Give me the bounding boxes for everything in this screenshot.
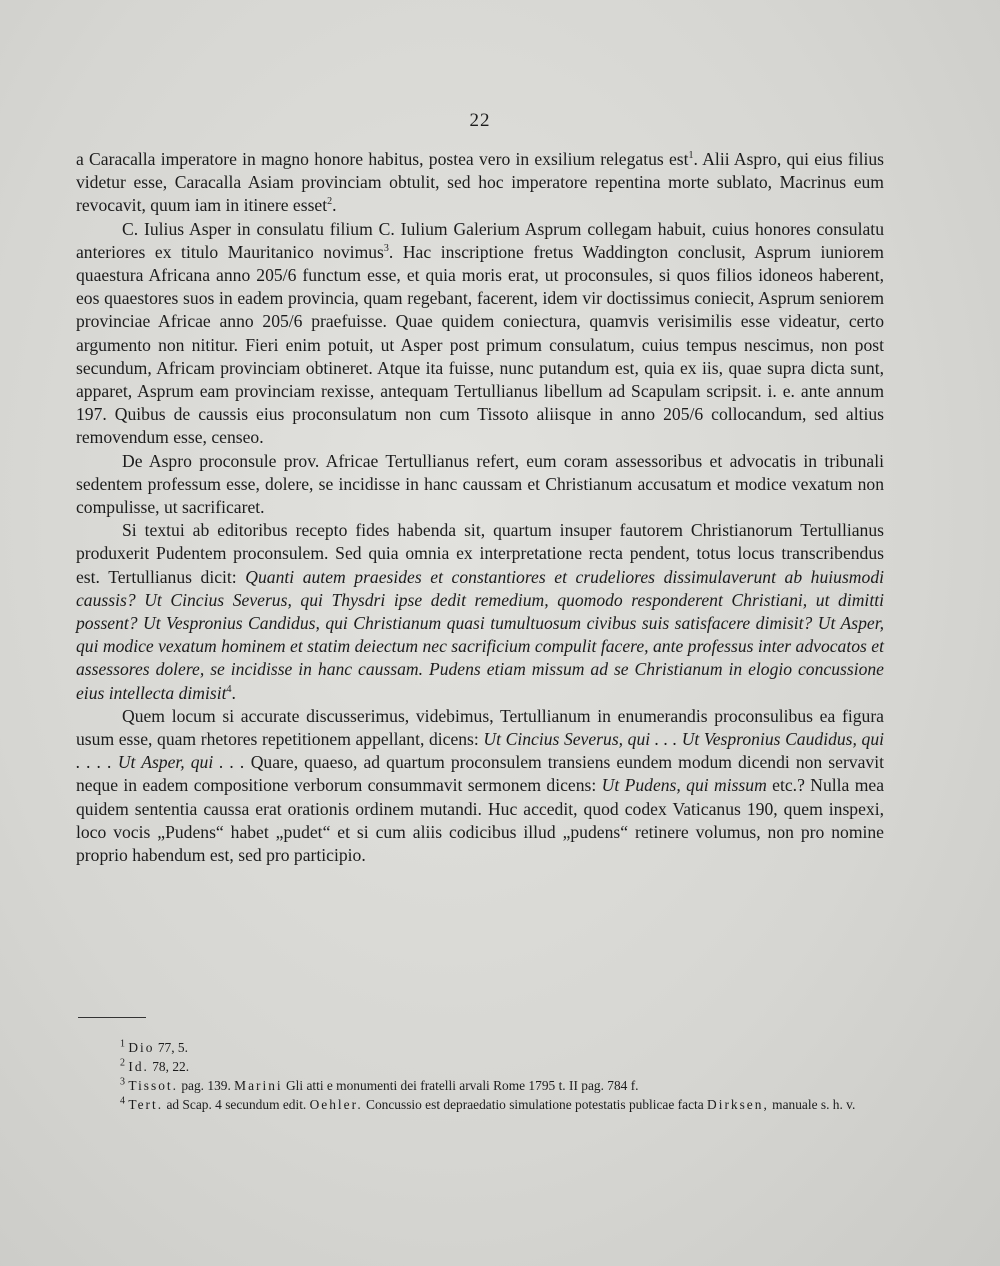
- footnote-mark: 3: [120, 1076, 125, 1088]
- footnote-author: Dirksen,: [707, 1097, 769, 1112]
- footnote-3: [76, 1076, 886, 1095]
- text-run: . Hac inscriptione fretus Waddington conclusit, Asprum iuniorem quaestura Africana anno 205/6 functum esse, et quia moris erat, ut proconsules, si quos filios idoneos haberent, eos quaestores suos in eadem provincia, quam regebant, facerent, idem vir doctissimus coniecit, Asprum seniorem provinciae Africae anno 205/6 praefuisse. Quae quidem coniectura, quamvis verisimilis esse videatur, certo argumento non nititur. Fieri enim potuit, ut Asper post primum consulatum, cuius tempus nescimus, non post secundum, Africam provinciam obtineret. Atque ita fuisse, nunc putandum est, quia ex iis, quae supra dicta sunt, apparet, Asprum eam provinciam rexisse, antequam Tertullianus libellum ad Scapulam scripsit. i. e. ante annum 197. Quibus de caussis eius proconsulatum non cum Tissoto aliisque in anno 205/6 collocandum, sed altius removendum esse, censeo.: [76, 241, 884, 448]
- footnote-text: ad Scap. 4 secundum edit.: [166, 1097, 307, 1112]
- page-number: 22: [469, 110, 491, 131]
- text-run: Quem locum si accurate discusserimus, videbimus, Tertullianum in enumerandis proconsulibus ea figura usum esse, quam rhetores repetitionem appellant, dicens:: [76, 705, 884, 750]
- text-run: a Caracalla imperatore in magno honore habitus, postea vero in exsilium relegatus est: [76, 149, 689, 169]
- footnote-text: 77, 5.: [157, 1040, 188, 1055]
- footnote-text: Gli atti e monumenti dei fratelli arvali Rome 1795 t. II pag. 784 f.: [285, 1078, 639, 1093]
- footnote-author: Dio: [128, 1040, 155, 1055]
- text-run: De Aspro proconsule prov. Africae Tertullianus refert, eum coram assessoribus et advocatis in tribunali sedentem professum esse, dolere, se incidisse in hanc caussam et Christianum accusatum et modice vexatum non compulisse, ut sacrificaret.: [76, 450, 884, 518]
- footnote-1: [76, 1038, 886, 1057]
- footnote-4: [76, 1095, 886, 1114]
- footnote-author: Tert.: [128, 1097, 164, 1112]
- footnote-text: 78, 22.: [152, 1059, 190, 1074]
- paragraph-4: Si textui ab editoribus recepto fides habenda sit, quartum insuper fautorem Christianorum Tertullianus produxerit Pudentem proconsulem. Sed quia omnia ex interpretatione recta pendent, totus locus transcribendus est. Tertullianus dicit: Quanti autem praesides et constantiores et crudeliores dissimulaverunt ab huiusmodi caussis? Ut Cincius Severus, qui Thysdri ipse dedit remedium, quomodo responderent Christiani, ut dimitti possent? Ut Vespronius Candidus, qui Christianum quasi tumultuosum civibus suis satisfacere dimisit? Ut Asper, qui modice vexatum hominem et statim deiectum nec sacrificium compulit facere, ante professus inter advocatos et assessores dolere, se incidisse in hanc caussam. Pudens etiam missum ad se Christianum in elogio concussione eius intellecta dimisit$^4$.: [76, 520, 884, 703]
- footnote-mark: 4: [120, 1095, 125, 1107]
- text-run: Si textui ab editoribus recepto fides habenda sit, quartum insuper fautorem Christianorum Tertullianus produxerit Pudentem proconsulem. Sed quia omnia ex interpretatione recta pendent, totus locus transcribendus est. Tertullianus dicit:: [76, 520, 884, 587]
- footnote-mark: 2: [120, 1057, 125, 1069]
- footnote-ref: 3: [383, 242, 389, 254]
- footnote-mark: 1: [120, 1038, 125, 1050]
- footnote-author: Tissot.: [128, 1078, 178, 1093]
- quotation: Ut Cincius Severus, qui . . . Ut Vespronius Caudidus, qui . . . . Ut Asper, qui . . .: [76, 729, 885, 773]
- footnote-author: Id.: [128, 1059, 149, 1074]
- footnote-ref: 4: [226, 683, 232, 695]
- footnotes: [76, 1038, 886, 1114]
- paragraph-5: [76, 705, 884, 867]
- text-run: Quare, quaeso, ad quartum proconsulem transiens eundem modum dicendi non servavit neque in eadem compositione verborum consummavit sermonem dicens:: [76, 752, 884, 796]
- text-run: .: [332, 195, 337, 216]
- footnote-ref: 2: [327, 196, 333, 208]
- paragraph-1: [76, 148, 884, 218]
- text-run: . Alii Aspro, qui eius filius videtur esse, Caracalla Asiam provinciam obtulit, sed hoc imperatore repentina morte sublato, Macrinus eum revocavit, quum iam in itinere esset: [76, 149, 884, 216]
- footnote-author: Marini: [234, 1078, 283, 1093]
- footnote-divider: [78, 1017, 146, 1018]
- text-run: etc.? Nulla mea quidem sententia caussa erat orationis ordinem mutandi. Huc accedit, quod codex Vaticanus 190, quem inspexi, loco vocis „Pudens“ habet „pudet“ et si cum aliis codicibus illud „pudens“ retinere volumus, non pro nomine proprio habendum est, sed pro participio.: [76, 775, 885, 866]
- paragraph-2: [76, 218, 884, 450]
- quotation: Quanti autem praesides et constantiores et crudeliores dissimulaverunt ab huiusmodi caussis? Ut Cincius Severus, qui Thysdri ipse dedit remedium, quomodo responderent Christiani, ut dimitti possent? Ut Vespronius Candidus, qui Christianum quasi tumultuosum civibus suis satisfacere dimisit? Ut Asper, qui modice vexatum hominem et statim deiectum nec sacrificium compulit facere, ante professus inter advocatos et assessores dolere, se incidisse in hanc caussam. Pudens etiam missum ad se Christianum in elogio concussione eius intellecta dimisit: [76, 566, 884, 703]
- text-run: C. Iulius Asper in consulatu filium C. Iulium Galerium Asprum collegam habuit, cuius honores consulatu anteriores ex titulo Mauritanico novimus: [76, 218, 884, 262]
- footnote-2: [76, 1057, 886, 1076]
- footnote-text: Concussio est depraedatio simulatione potestatis publicae facta: [366, 1097, 704, 1112]
- footnote-ref: 1: [688, 150, 694, 162]
- footnote-text: pag. 139.: [181, 1078, 231, 1093]
- footnote-text: manuale s. h. v.: [772, 1097, 856, 1112]
- footnote-author: Oehler.: [309, 1097, 363, 1112]
- quotation: Ut Pudens, qui missum: [601, 775, 767, 796]
- main-text: [76, 148, 884, 867]
- paragraph-3: [76, 450, 884, 520]
